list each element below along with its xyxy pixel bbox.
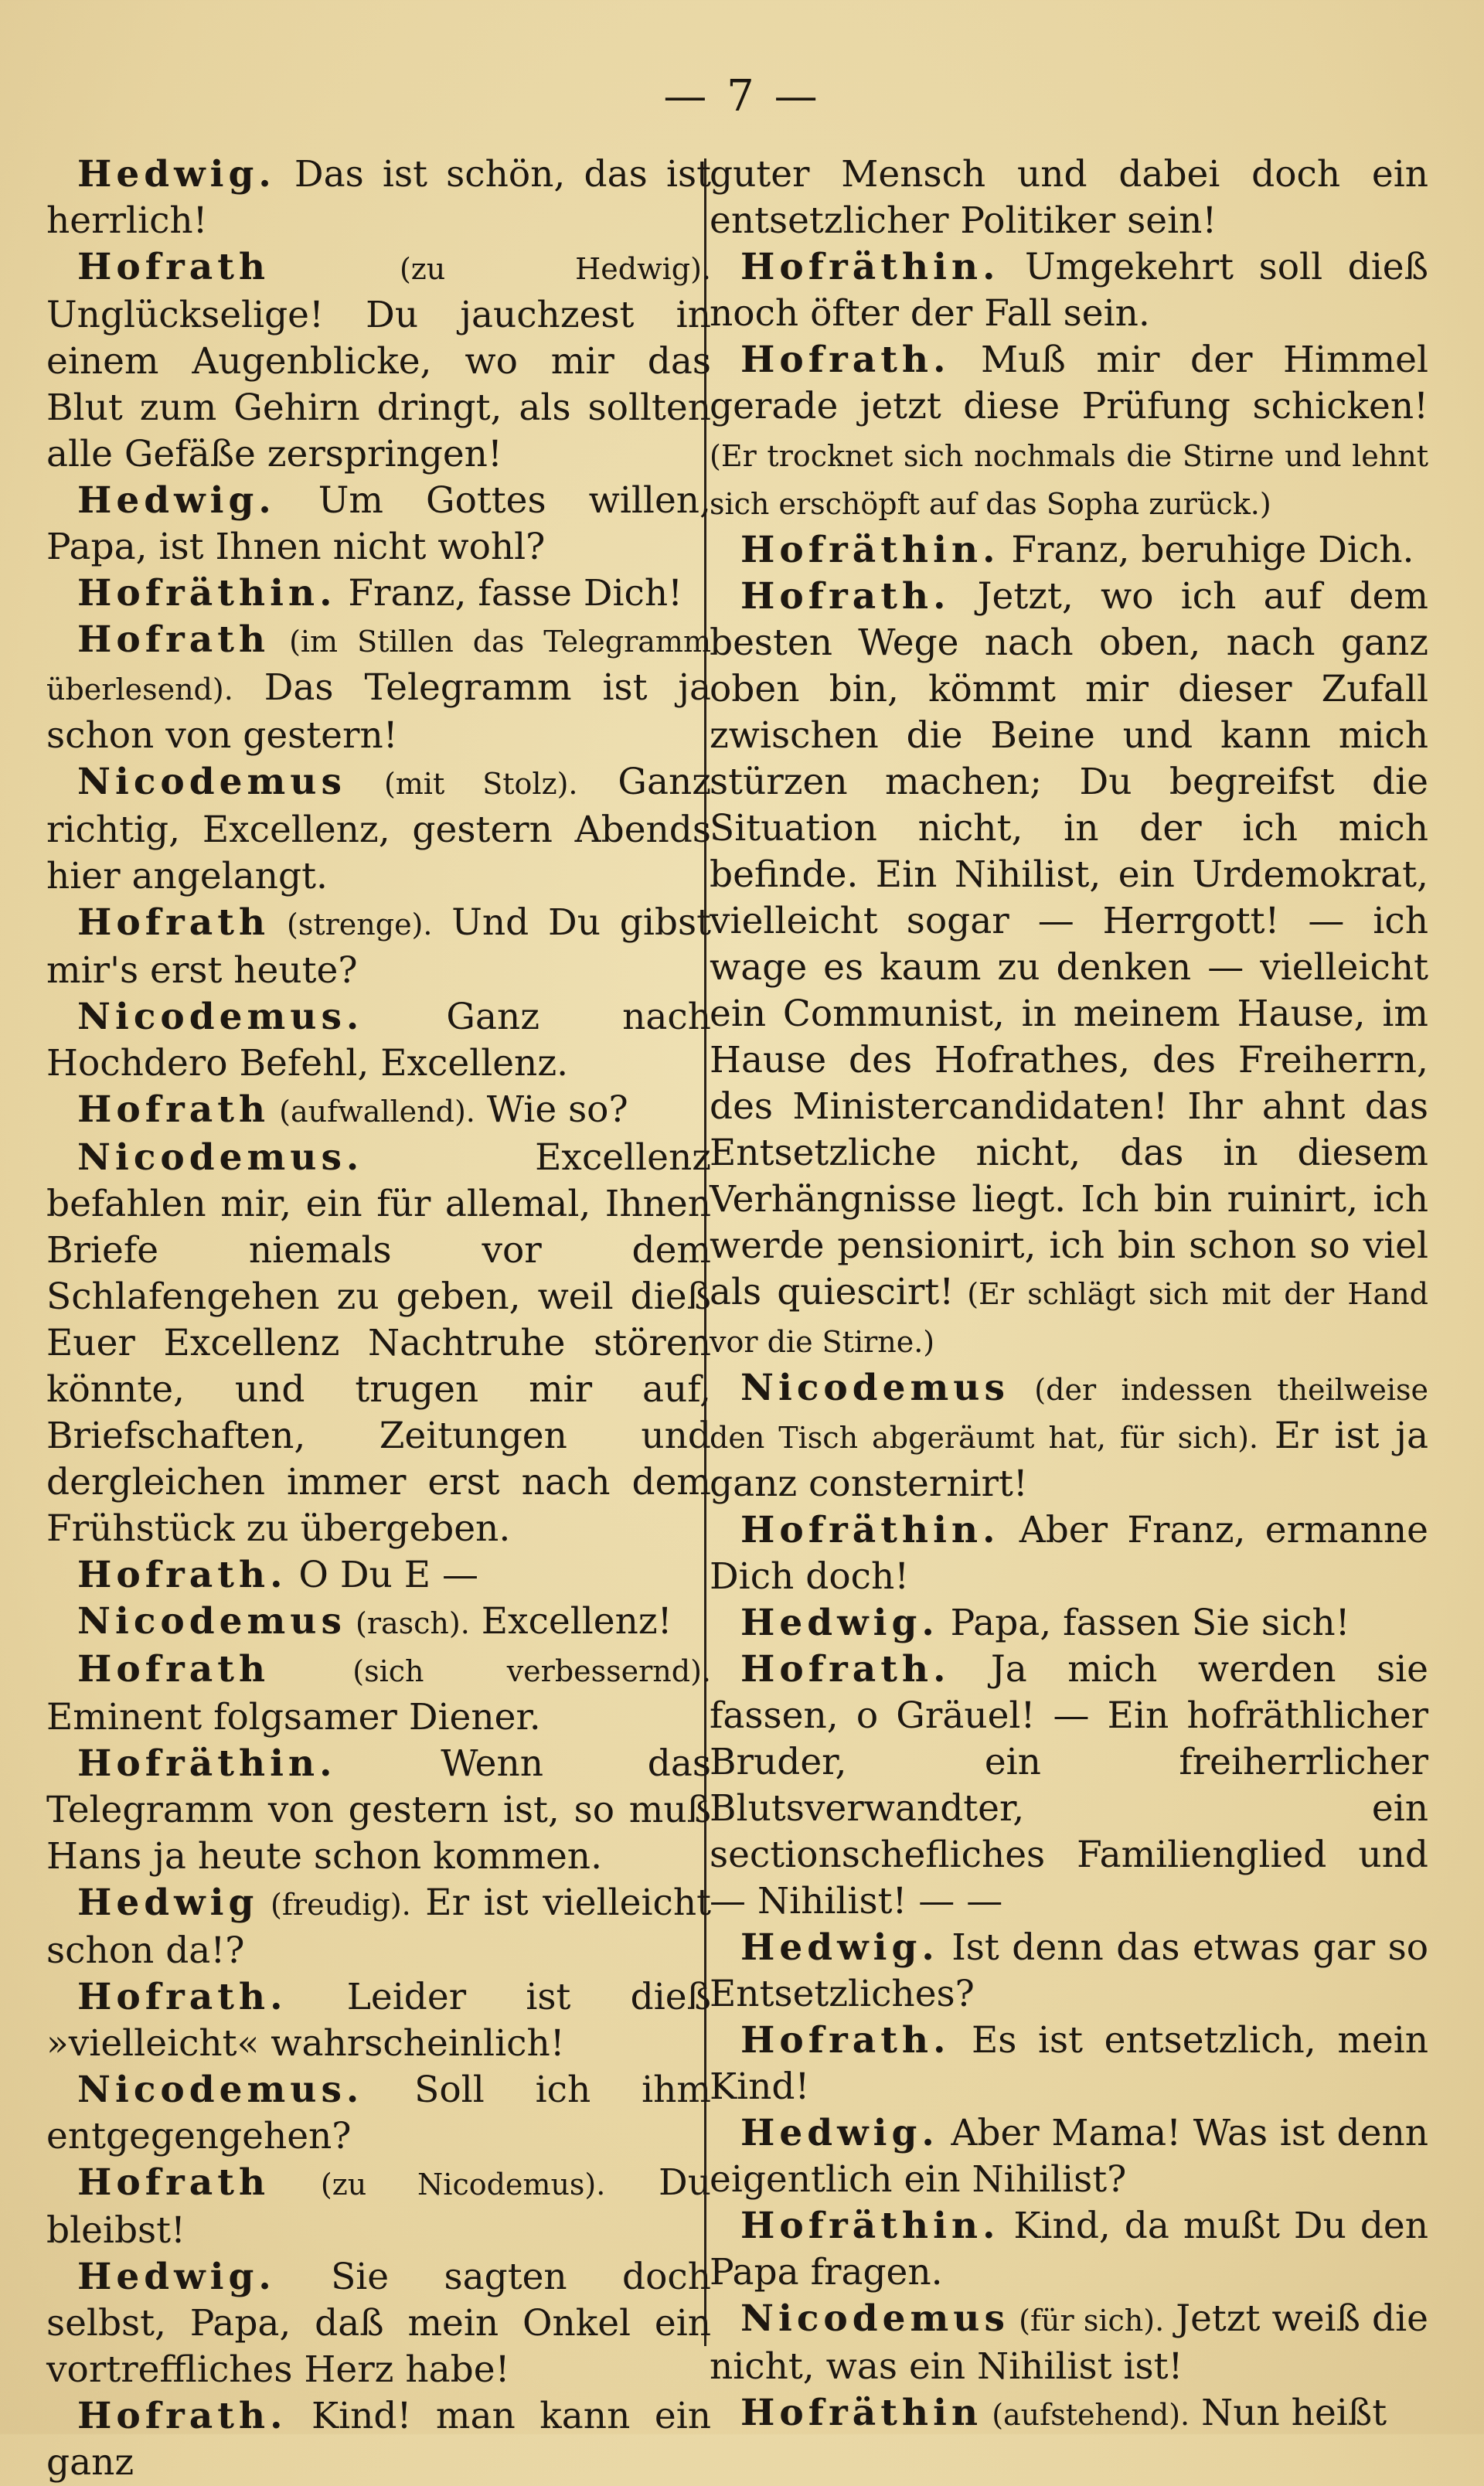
stage-direction: (zu Hedwig). (270, 252, 711, 286)
dialogue-text: Muß mir der Himmel gerade jetzt diese Prüfung schicken! (710, 339, 1428, 427)
speaker-name: Hedwig. (77, 2256, 276, 2298)
right-column (710, 152, 1428, 2438)
dialogue-text: Wie so? (475, 1088, 628, 1131)
speaker-name: Nicodemus (77, 1600, 346, 1643)
dialogue-text: Ganz richtig, Excellenz, gestern Abends hier angelangt. (46, 761, 711, 897)
dialogue-paragraph (710, 2110, 1428, 2203)
stage-direction: (aufstehend). (982, 2398, 1190, 2432)
dialogue-text: Ja mich werden sie fassen, o Gräuel! — Ein hofräthlicher Bruder, ein freiherrlicher Blutsverwandter, ein sectionschefliches Familienglied und — Nihilist! — — (710, 1648, 1428, 1922)
dialogue-paragraph (46, 1135, 711, 1552)
dialogue-text: Du bleibst! (46, 2161, 711, 2252)
dialogue-paragraph (46, 1880, 711, 1974)
speaker-name: Hofrath. (740, 1648, 951, 1691)
dialogue-paragraph (46, 2067, 711, 2160)
dialogue-text: Excellenz befahlen mir, ein für allemal, Ihnen Briefe niemals vor dem Schlafengehen zu geben, weil dieß Euer Excellenz Nachtruhe stören könnte, und trugen mir auf, Briefschaften, Zeitungen und dergleichen immer erst nach dem Frühstück zu übergeben. (46, 1136, 711, 1550)
dialogue-paragraph (46, 1087, 711, 1135)
stage-direction: (zu Nicodemus). (270, 2168, 606, 2202)
dialogue-paragraph (710, 2296, 1428, 2390)
dialogue-text: O Du E — (287, 1554, 478, 1596)
speaker-name: Hofrath (77, 901, 271, 944)
dialogue-paragraph (46, 900, 711, 994)
speaker-name: Hofräthin. (740, 246, 1000, 288)
dialogue-text: Jetzt weiß die nicht, was ein Nihilist ist! (710, 2297, 1428, 2388)
dialogue-paragraph (46, 1741, 711, 1880)
dialogue-text: Ist denn das etwas gar so Entsetzliches? (710, 1926, 1428, 2015)
dialogue-paragraph (710, 2203, 1428, 2296)
speaker-name: Hedwig (77, 1882, 259, 1924)
dialogue-text: Das ist schön, das ist herrlich! (46, 153, 711, 242)
page-number: — 7 — (663, 71, 821, 121)
stage-direction: (sich verbessernd). (270, 1654, 711, 1688)
dialogue-paragraph (710, 1647, 1428, 1925)
stage-direction: (mit Stolz). (345, 767, 578, 801)
speaker-name: Hofräthin (740, 2392, 983, 2434)
dialogue-text: Ganz nach Hochdero Befehl, Excellenz. (46, 996, 711, 1085)
dialogue-paragraph (710, 337, 1428, 527)
dialogue-text: Soll ich ihm entgegengehen? (46, 2069, 711, 2157)
speaker-name: Hofrath. (77, 1976, 288, 2018)
speaker-name: Nicodemus. (77, 1136, 364, 1179)
dialogue-text: Umgekehrt soll dieß noch öfter der Fall sein. (710, 246, 1428, 335)
speaker-name: Hedwig. (740, 1602, 939, 1644)
dialogue-text: guter Mensch und dabei doch ein entsetzlicher Politiker sein! (710, 153, 1428, 242)
speaker-name: Nicodemus (77, 761, 346, 803)
stage-direction: (aufwallend). (270, 1095, 475, 1129)
dialogue-text: Es ist entsetzlich, mein Kind! (710, 2019, 1428, 2108)
dialogue-text: Franz, fasse Dich! (336, 572, 683, 615)
dialogue-paragraph (710, 1925, 1428, 2018)
stage-direction: (Er trocknet sich nochmals die Stirne und lehnt sich erschöpft auf das Sopha zurück.) (710, 439, 1428, 521)
dialogue-text: Nun heißt (1190, 2392, 1387, 2434)
dialogue-text: Kind! man kann ein ganz (46, 2395, 711, 2484)
stage-direction: (im Stillen das Telegramm überlesend). (46, 625, 711, 707)
dialogue-paragraph (710, 527, 1428, 574)
dialogue-paragraph (46, 759, 711, 900)
dialogue-text: Sie sagten doch selbst, Papa, daß mein Onkel ein vortreffliches Herz habe! (46, 2256, 711, 2391)
speaker-name: Hedwig. (740, 2112, 939, 2154)
dialogue-paragraph (46, 570, 711, 617)
speaker-name: Hofrath. (740, 2019, 951, 2062)
dialogue-paragraph (710, 574, 1428, 1365)
dialogue-paragraph (710, 152, 1428, 244)
speaker-name: Hofrath (77, 1648, 271, 1691)
dialogue-text: Und Du gibst mir's erst heute? (46, 901, 711, 992)
dialogue-paragraph (46, 1974, 711, 2067)
dialogue-paragraph (710, 1365, 1428, 1507)
dialogue-paragraph (46, 617, 711, 759)
stage-direction: (rasch). (345, 1606, 470, 1640)
speaker-name: Hedwig. (77, 153, 276, 196)
stage-direction: (freudig). (258, 1888, 411, 1922)
dialogue-text: Er ist ja ganz consternirt! (710, 1415, 1429, 1505)
stage-direction: (für sich). (1009, 2304, 1165, 2338)
speaker-name: Hofräthin. (740, 1509, 1000, 1551)
speaker-name: Hedwig. (77, 479, 276, 522)
dialogue-paragraph (710, 2018, 1428, 2110)
speaker-name: Hofräthin. (77, 572, 337, 615)
stage-direction: (strenge). (270, 908, 433, 942)
dialogue-paragraph (46, 2254, 711, 2393)
dialogue-paragraph (46, 152, 711, 244)
dialogue-paragraph (46, 994, 711, 1087)
speaker-name: Hofrath (77, 2161, 271, 2204)
speaker-name: Nicodemus. (77, 996, 364, 1038)
dialogue-text: Kind, da mußt Du den Papa fragen. (710, 2205, 1428, 2294)
speaker-name: Hofrath (77, 246, 271, 288)
speaker-name: Hofrath (77, 1088, 271, 1131)
dialogue-text: Unglückselige! Du jauchzest in einem Augenblicke, wo mir das Blut zum Gehirn dringt, als sollten alle Gefäße zerspringen! (46, 294, 711, 475)
stage-direction: (Er schlägt sich mit der Hand vor die Stirne.) (710, 1277, 1428, 1359)
dialogue-text: Aber Mama! Was ist denn eigentlich ein Nihilist? (710, 2112, 1428, 2201)
dialogue-text: Um Gottes willen, Papa, ist Ihnen nicht wohl? (46, 479, 711, 568)
speaker-name: Hofrath (77, 618, 271, 661)
speaker-name: Nicodemus (740, 1367, 1009, 1409)
left-column (46, 152, 711, 2486)
dialogue-text: Er ist vielleicht schon da!? (46, 1882, 711, 1972)
dialogue-text: Wenn das Telegramm von gestern ist, so muß Hans ja heute schon kommen. (46, 1742, 711, 1878)
dialogue-paragraph (46, 1552, 711, 1599)
dialogue-paragraph (710, 1600, 1428, 1647)
dialogue-paragraph (46, 2160, 711, 2254)
speaker-name: Hofrath. (740, 339, 951, 381)
dialogue-paragraph (46, 1599, 711, 1647)
dialogue-text: Excellenz! (469, 1600, 672, 1643)
dialogue-text: Leider ist dieß »vielleicht« wahrscheinlich! (46, 1976, 711, 2065)
speaker-name: Nicodemus (740, 2297, 1009, 2340)
dialogue-paragraph (46, 1647, 711, 1741)
dialogue-paragraph (46, 478, 711, 570)
dialogue-paragraph (710, 2390, 1428, 2438)
speaker-name: Hofräthin. (77, 1742, 337, 1785)
dialogue-paragraph (46, 2393, 711, 2486)
dialogue-text: Jetzt, wo ich auf dem besten Wege nach oben, nach ganz oben bin, kömmt mir dieser Zufall zwischen die Beine und kann mich stürzen machen; Du begreifst die Situation nicht, in der ich mich befinde. Ein Nihilist, ein Urdemokrat, vielleicht sogar — Herrgott! — ich wage es kaum zu denken — vielleicht ein Communist, in meinem Hause, im Hause des Hofrathes, des Freiherrn, des Ministercandidaten! Ihr ahnt das Entsetzliche nicht, das in diesem Verhängnisse liegt. Ich bin ruinirt, ich werde pensionirt, ich bin schon so viel als quiescirt! (710, 575, 1428, 1313)
dialogue-paragraph (46, 244, 711, 478)
dialogue-text: Das Telegramm ist ja schon von gestern! (46, 666, 711, 757)
speaker-name: Hofräthin. (740, 529, 1000, 571)
speaker-name: Hofräthin. (740, 2205, 1000, 2247)
speaker-name: Hofrath. (77, 1554, 288, 1596)
speaker-name: Nicodemus. (77, 2069, 364, 2111)
dialogue-text: Papa, fassen Sie sich! (938, 1602, 1350, 1644)
dialogue-paragraph (710, 1507, 1428, 1600)
speaker-name: Hofrath. (77, 2395, 288, 2437)
dialogue-text: Aber Franz, ermanne Dich doch! (710, 1509, 1428, 1598)
dialogue-paragraph (710, 244, 1428, 337)
speaker-name: Hofrath. (740, 575, 951, 618)
dialogue-text: Franz, beruhige Dich. (999, 529, 1414, 571)
speaker-name: Hedwig. (740, 1926, 939, 1969)
dialogue-text: Eminent folgsamer Diener. (46, 1696, 541, 1738)
stage-direction: (der indessen theilweise den Tisch abgeräumt hat, für sich). (710, 1373, 1428, 1455)
